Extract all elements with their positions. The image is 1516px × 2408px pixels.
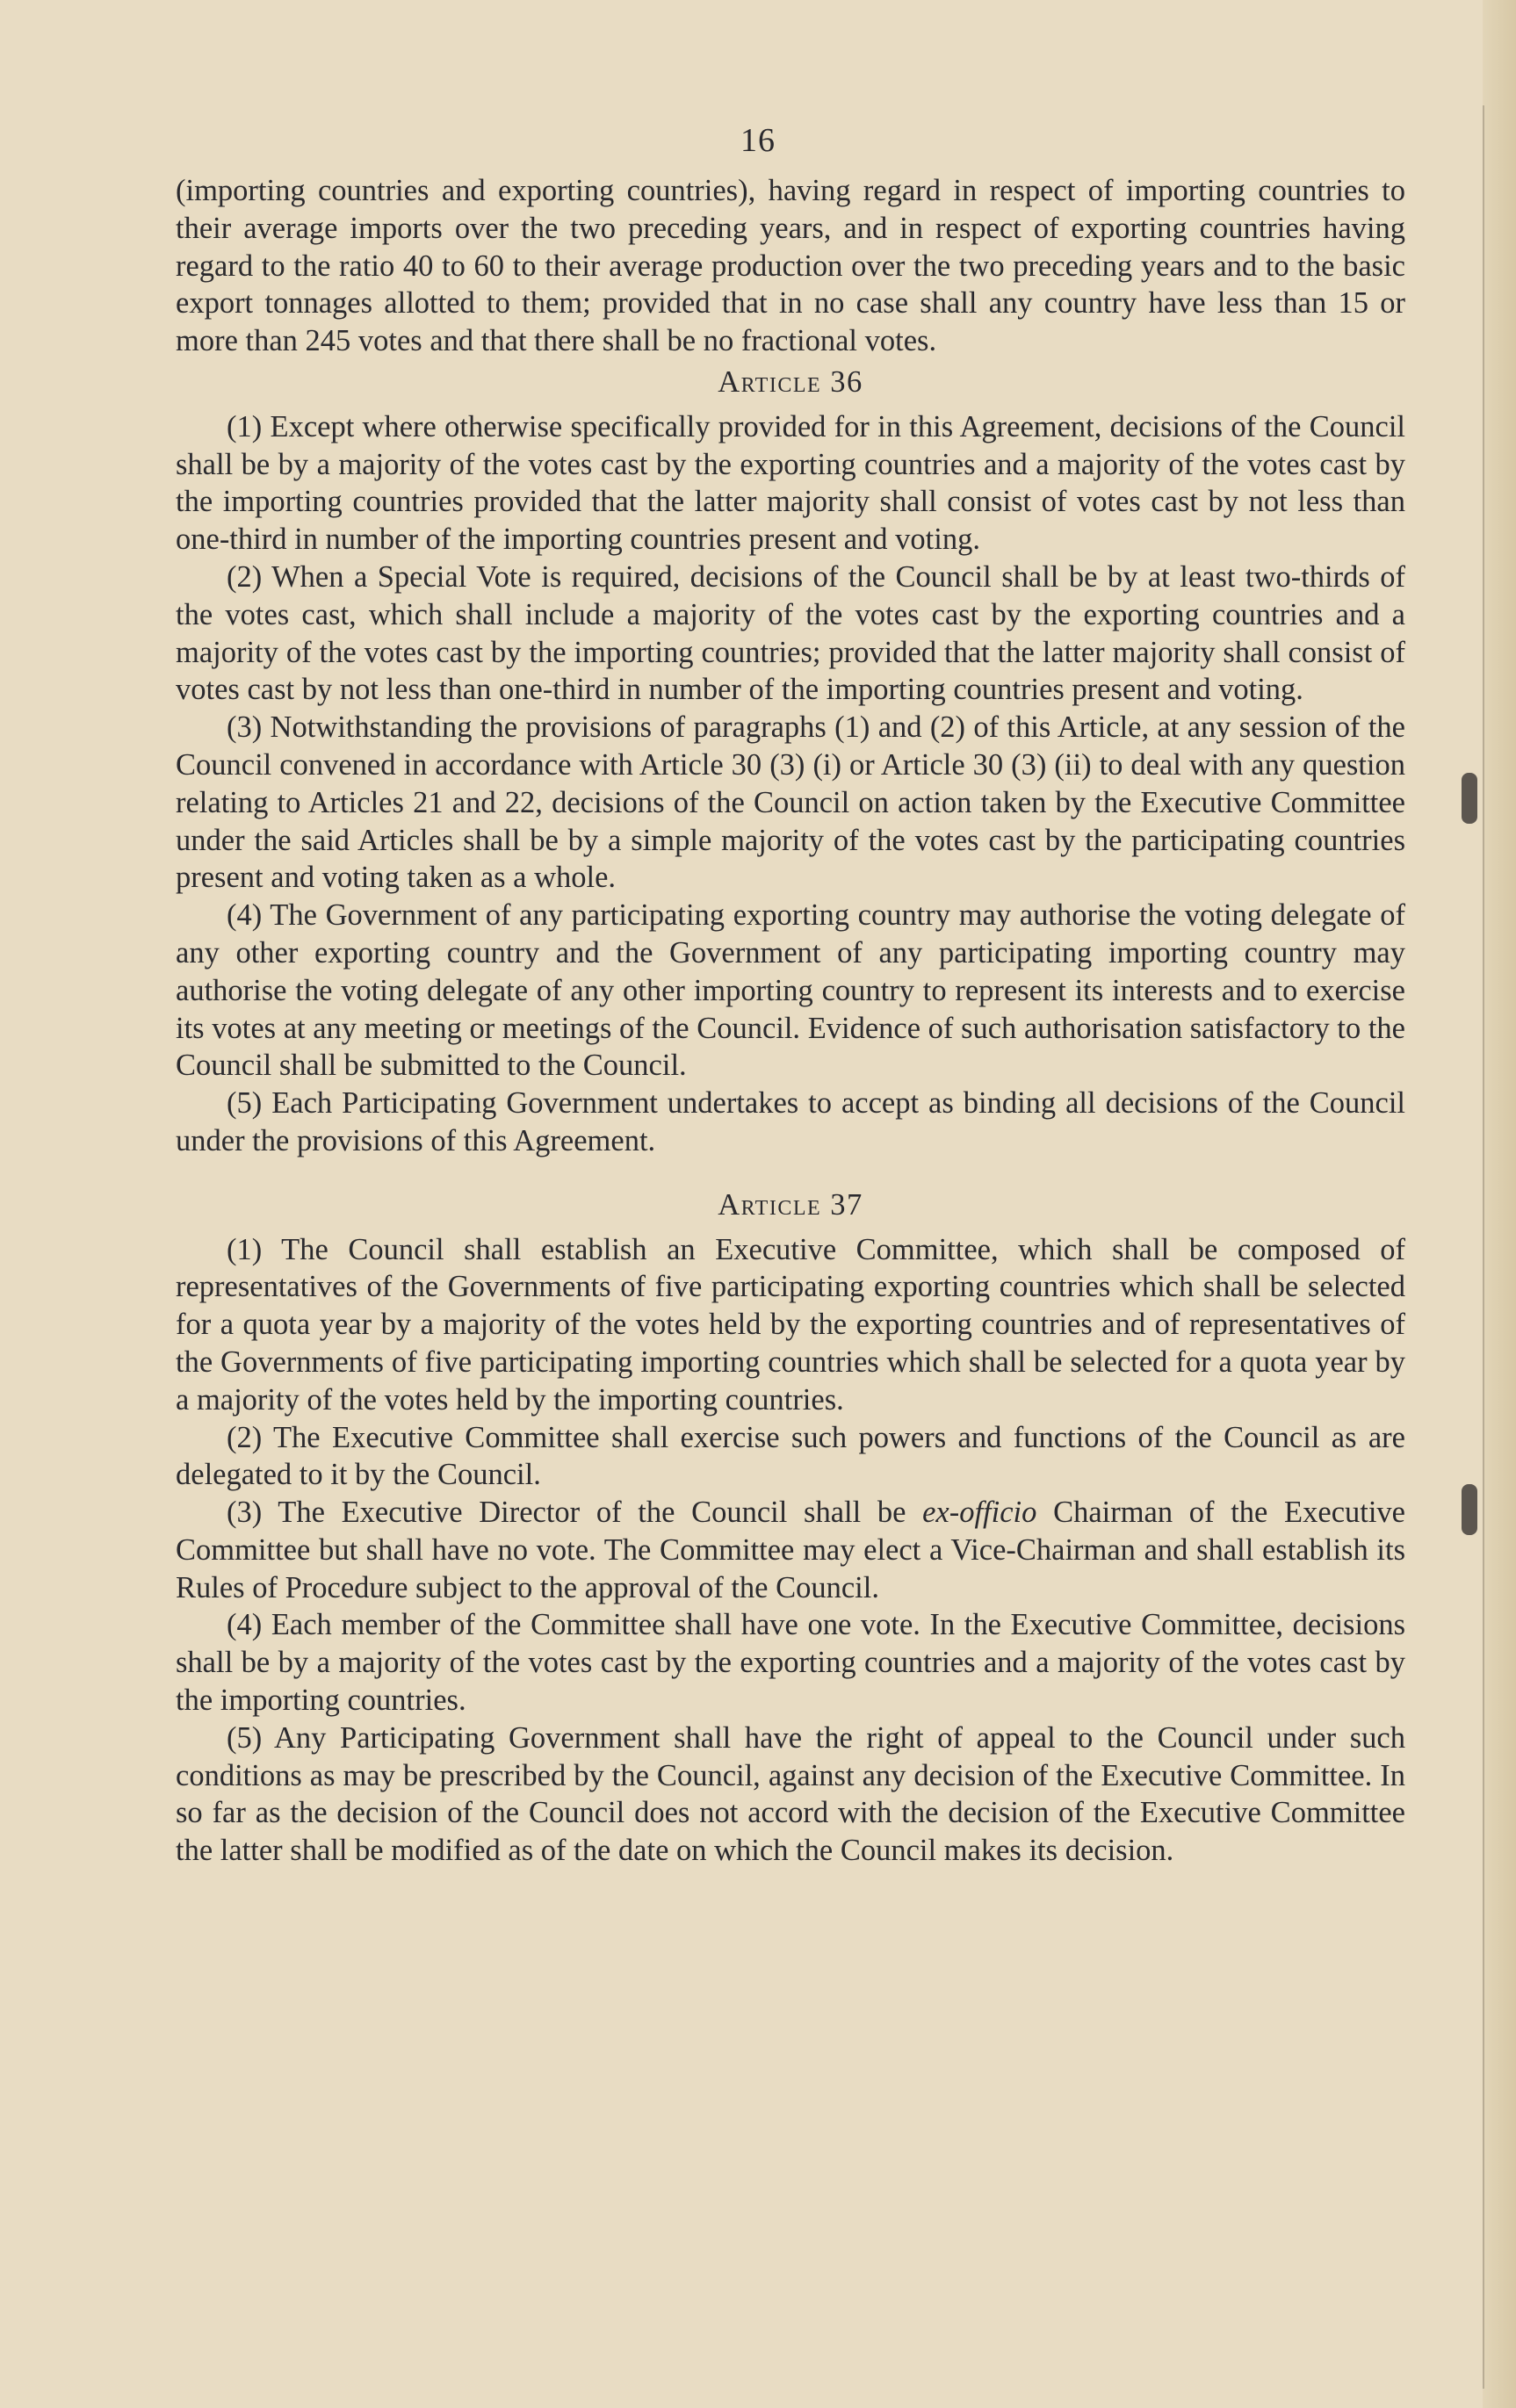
scan-shadow-mark [1462,773,1477,824]
page-edge-line [1483,105,1484,2389]
page-number: 16 [740,122,776,159]
article-36-heading: Article 36 [718,364,863,399]
article-36-paragraph-3: (3) Notwithstanding the provisions of paragraphs (1) and (2) of this Article, at any session of the Council convened in accordance with Article 30 (3) (i) or Article 30 (3) (ii) to deal with any question relating to Articles 21 and 22, decisions of the Council on action taken by the Executive Committee under the said Articles shall be by a simple majority of the votes cast by the participating countries present and voting taken as a whole. [176,710,1405,895]
paragraph-3-text-start: (3) The Executive Director of the Council shall be [227,1496,923,1530]
article-36-paragraph-1: (1) Except where otherwise specifically provided for in this Agreement, decisions of the Council shall be by a majority of the votes cast by the exporting countries and a majority of the votes cast by the importing countries provided that the latter majority shall consist of votes cast by not less than one-third in number of the importing countries present and voting. [176,409,1405,557]
article-37-paragraph-1: (1) The Council shall establish an Executive Committee, which shall be composed of representatives of the Governments of five participating exporting countries which shall be selected for a quota year by a majority of the votes held by the exporting countries and of representatives of the Governments of five participating importing countries which shall be selected for a quota year by a majority of the votes held by the importing countries. [176,1232,1405,1417]
scan-shadow-mark [1462,1484,1477,1535]
article-36-paragraph-5: (5) Each Participating Government undertakes to accept as binding all decisions of the Council under the provisions of this Agreement. [176,1086,1405,1157]
article-37-paragraph-2: (2) The Executive Committee shall exercise such powers and functions of the Council as are delegated to it by the Council. [176,1420,1405,1492]
page-edge [1483,0,1516,2408]
article-36-paragraph-4: (4) The Government of any participating exporting country may authorise the voting delegate of any other exporting country and the Government of any participating importing country may authorise the voting delegate of any other importing country to represent its interests and to exercise its votes at any meeting or meetings of the Council. Evidence of such authorisation satisfactory to the Council shall be submitted to the Council. [176,898,1405,1083]
article-37-paragraph-3 [176,1494,1405,1606]
ex-officio-italic: ex-officio [922,1496,1037,1530]
article-37-heading: Article 37 [718,1187,863,1222]
paragraph-3-text-end: Chairman of the Executive Committee but shall have no vote. The Committee may elect a Vice-Chairman and shall establish its Rules of Procedure subject to the approval of the Council. [176,1496,1405,1604]
continuation-paragraph: (importing countries and exporting countries), having regard in respect of importing countries to their average imports over the two preceding years, and in respect of exporting countries having regard to the ratio 40 to 60 to their average production over the two preceding years and to the basic export tonnages allotted to them; provided that in no case shall any country have less than 15 or more than 245 votes and that there shall be no fractional votes. [176,174,1405,358]
article-37-paragraph-4: (4) Each member of the Committee shall have one vote. In the Executive Committee, decisions shall be by a majority of the votes cast by the exporting countries and a majority of the votes cast by the importing countries. [176,1608,1405,1718]
article-37-paragraph-5: (5) Any Participating Government shall have the right of appeal to the Council under such conditions as may be prescribed by the Council, against any decision of the Executive Committee. In so far as the decision of the Council does not accord with the decision of the Executive Committee the latter shall be modified as of the date on which the Council makes its decision. [176,1720,1405,1868]
article-36-paragraph-2: (2) When a Special Vote is required, decisions of the Council shall be by at least two-thirds of the votes cast, which shall include a majority of the votes cast by the exporting countries and a majority of the votes cast by the importing countries; provided that the latter majority shall consist of votes cast by not less than one-third in number of the importing countries present and voting. [176,559,1405,707]
document-body [176,172,1405,1870]
